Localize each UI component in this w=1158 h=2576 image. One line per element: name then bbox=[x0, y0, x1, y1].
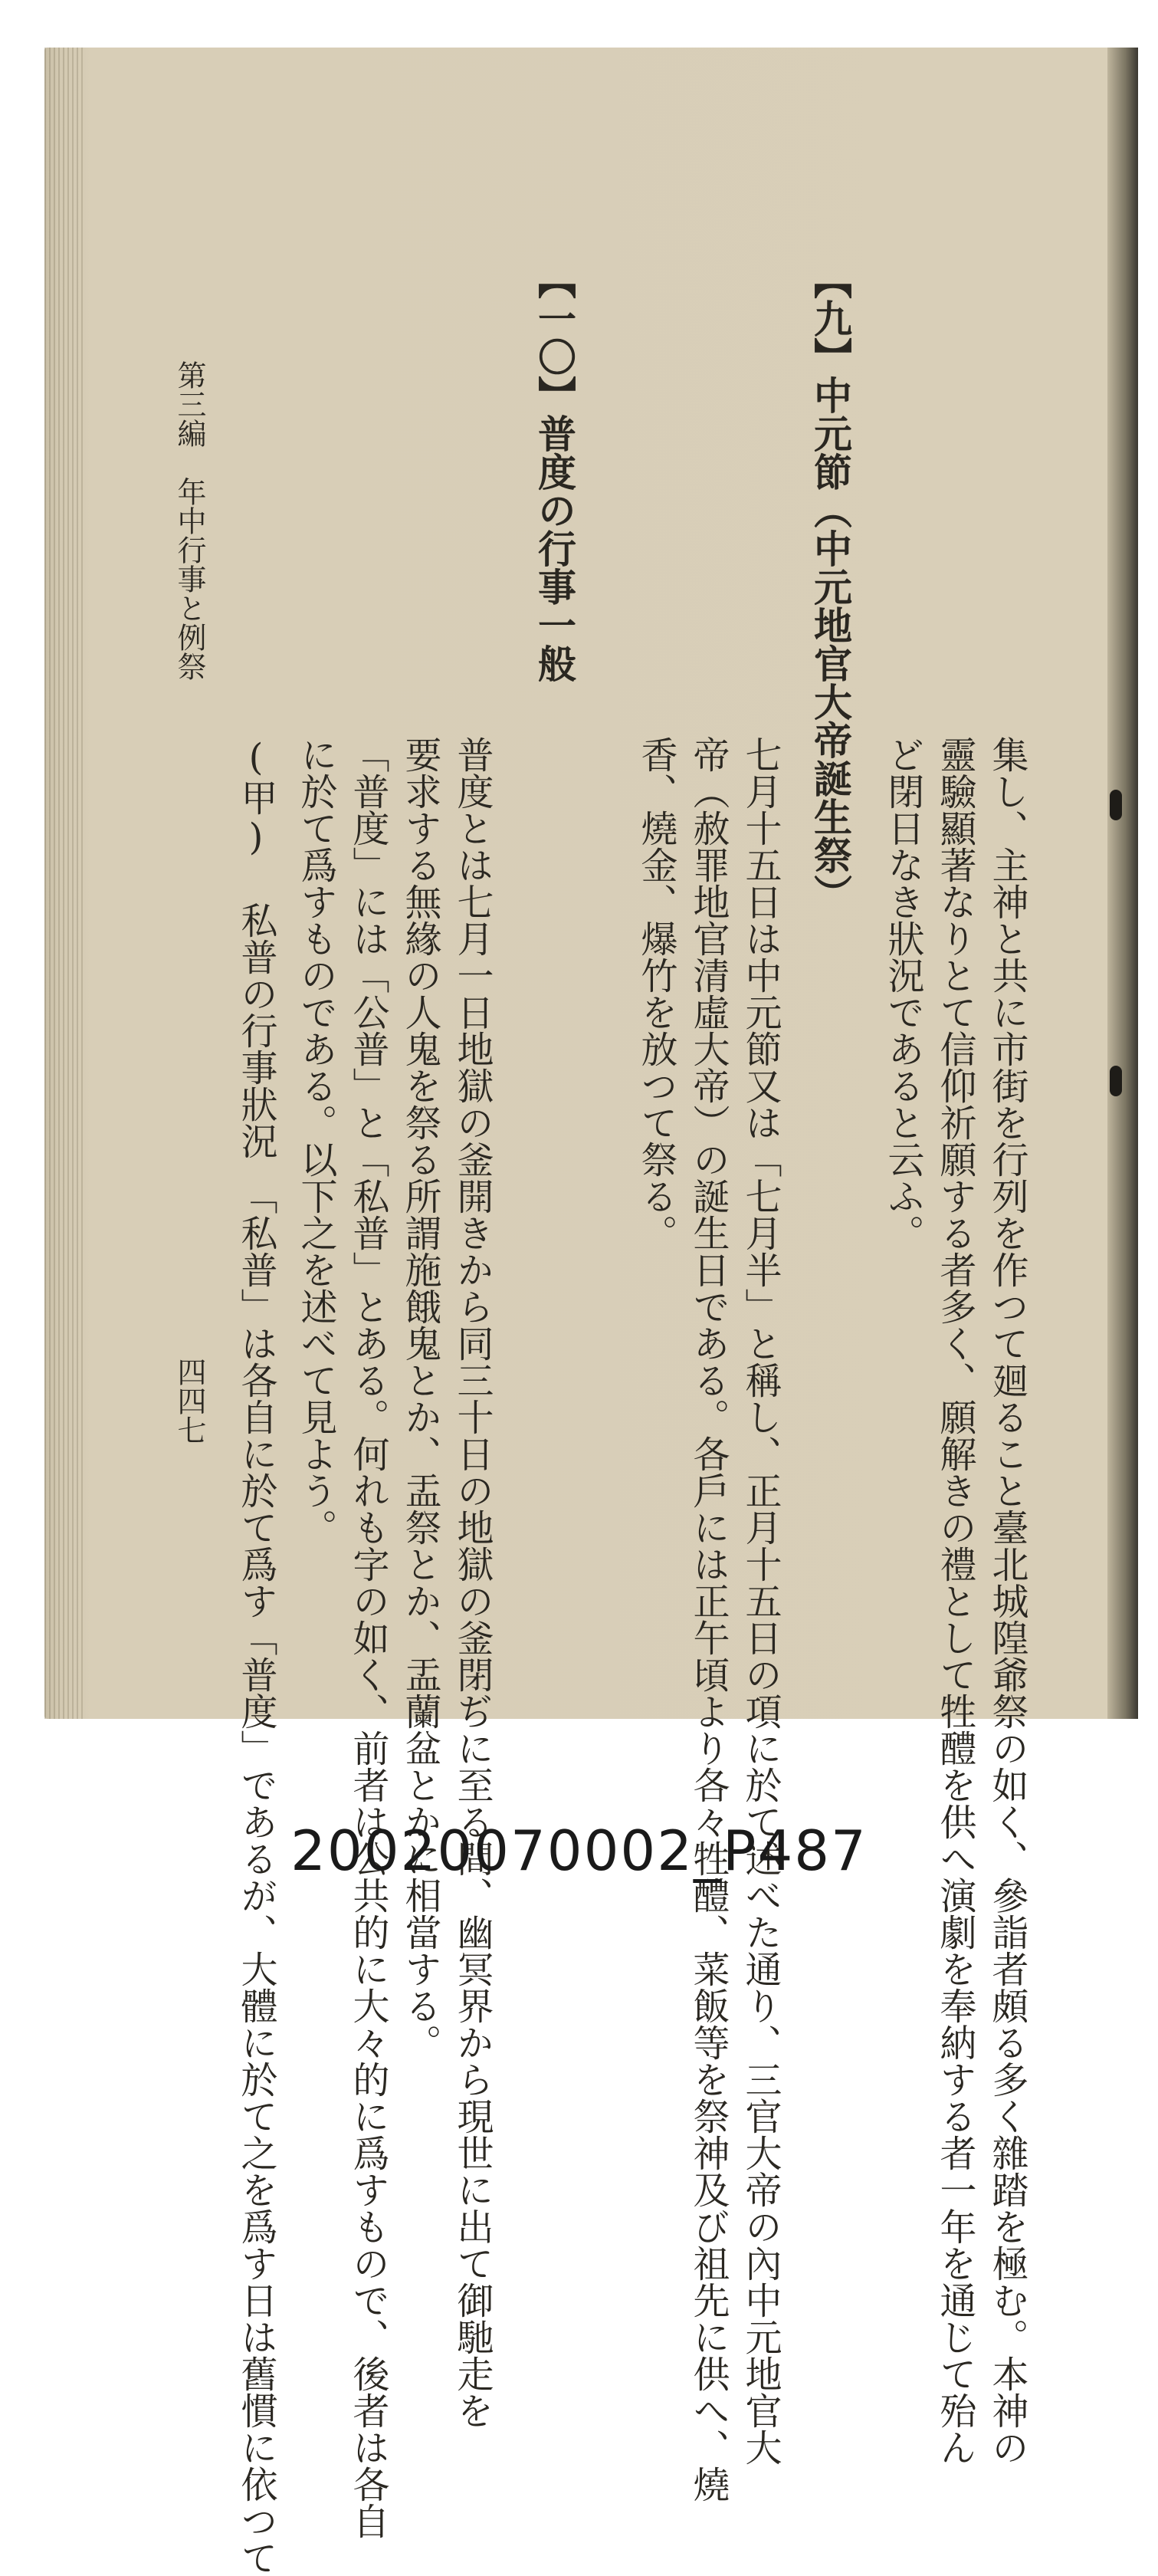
text-column: 要求する無緣の人鬼を祭る所謂施餓鬼とか、盂祭とか、盂蘭盆とかに相當する。 bbox=[399, 736, 441, 2061]
text-column: 靈驗顯著なりとて信仰祈願する者多く、願解きの禮として牲醴を供へ演劇を奉納する者一年を通じて殆ん bbox=[933, 736, 976, 2466]
text-column: 「普度」には「公普」と「私普」とある。何れも字の如く、前者は公共的に大々的に爲すもので、後者は各自 bbox=[346, 736, 389, 2539]
image-caption: 20020070002_P487 bbox=[290, 1819, 868, 1883]
text-column: (甲) 私普の行事狀況 「私普」は各自に於て爲す「普度」であるが、大體に於て之を爲す日は舊慣に依つて bbox=[235, 736, 277, 2576]
text-column: 七月十五日は中元節又は「七月半」と稱し、正月十五日の項に於て述べた通り、三官大帝の內中元地官大 bbox=[739, 736, 782, 2466]
page-number: 四四七 bbox=[172, 1357, 206, 1444]
text-column: に於て爲すものである。以下之を述べて見よう。 bbox=[294, 736, 337, 1546]
section-heading: 【一〇】普度の行事一般 bbox=[532, 261, 577, 682]
binding-mark bbox=[1110, 790, 1122, 820]
book-spine bbox=[1107, 48, 1138, 1719]
binding-mark bbox=[1110, 1066, 1122, 1096]
text-column: ど閉日なき狀況であると云ふ。 bbox=[881, 736, 924, 1251]
text-column: 集し、主神と共に市街を行列を作つて廻ること臺北城隍爺祭の如く、參詣者頗る多く雜踏を極む。本神の bbox=[986, 736, 1028, 2466]
section-heading: 【九】中元節（中元地官大帝誕生祭） bbox=[808, 261, 853, 912]
text-column: 帝（赦罪地官清虛大帝）の誕生日である。各戶には正午頃より各々牲醴、菜飯等を祭神及び祖先に供へ、燒 bbox=[687, 736, 730, 2502]
text-column: 普度とは七月一日地獄の釜開きから同三十日の地獄の釜閉ぢに至る間、幽冥界から現世に出て御馳走を bbox=[451, 736, 494, 2429]
running-footer: 第三編 年中行事と例祭 bbox=[172, 360, 206, 681]
text-column: 香、燒金、爆竹を放つて祭る。 bbox=[635, 736, 677, 1251]
